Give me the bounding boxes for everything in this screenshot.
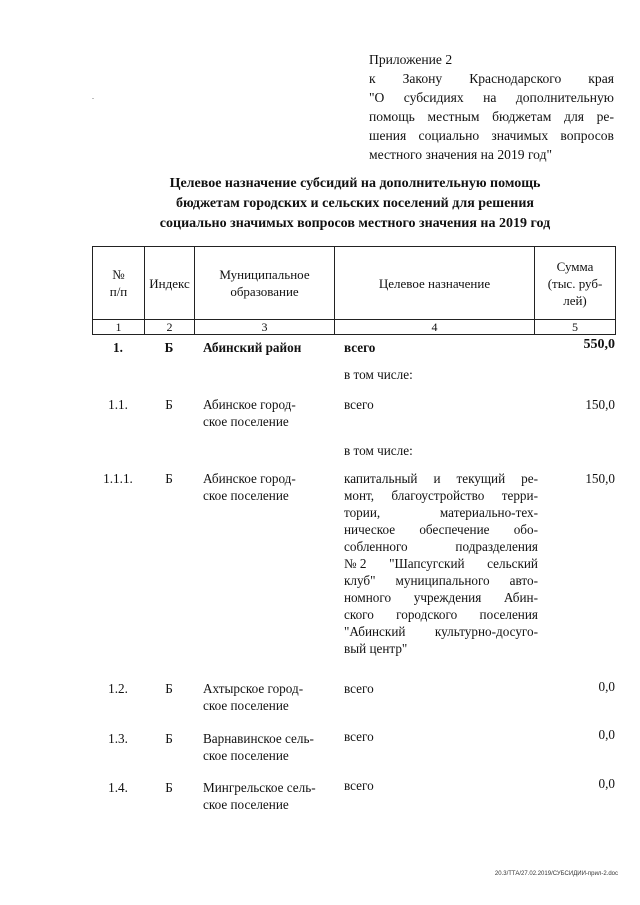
row-municipality: Абинское город- ское поселение bbox=[203, 397, 296, 429]
row-sum: 550,0 bbox=[583, 337, 615, 352]
row-num: 1.2. bbox=[108, 681, 128, 696]
row-purpose: всего bbox=[344, 397, 374, 412]
col-number: 1 bbox=[93, 320, 145, 335]
row-num: 1.4. bbox=[108, 780, 128, 795]
purpose-line: монт, благоустройство терри- bbox=[344, 488, 538, 503]
row-municipality: Варнавинское сель- ское поселение bbox=[203, 731, 314, 763]
col-number: 3 bbox=[195, 320, 335, 335]
row-index: Б bbox=[165, 471, 173, 486]
row-num: 1. bbox=[113, 340, 123, 355]
table-header bbox=[92, 246, 616, 335]
appendix-line: к Закону Краснодарского края bbox=[369, 71, 614, 86]
row-purpose-note: в том числе: bbox=[344, 367, 413, 382]
row-sum: 150,0 bbox=[585, 471, 615, 486]
header-municipality: Муниципальное образование bbox=[195, 247, 335, 320]
appendix-note bbox=[369, 50, 614, 164]
row-municipality: Ахтырское город- ское поселение bbox=[203, 681, 304, 713]
row-sum: 0,0 bbox=[598, 776, 615, 791]
document-title: Целевое назначение субсидий на дополнительную помощь бюджетам городских и сельских поселений для решения социально значимых вопросов местного значения на 2019 год bbox=[159, 176, 551, 231]
appendix-line: шения социально значимых вопросов bbox=[369, 128, 614, 143]
purpose-line: № 2 "Шапсугский сельский bbox=[344, 556, 538, 571]
row-sum: 150,0 bbox=[585, 397, 615, 412]
purpose-line: ского городского поселения bbox=[344, 607, 538, 622]
col-number: 4 bbox=[335, 320, 535, 335]
row-purpose: всего bbox=[344, 778, 374, 793]
purpose-line: тории, материально-тех- bbox=[344, 505, 538, 520]
file-path-footer: 20.3/ТТА/27.02.2019/СУБСИДИИ-прил-2.doc bbox=[494, 871, 618, 877]
header-sum: Сумма (тыс. руб- лей) bbox=[535, 247, 616, 320]
appendix-line: "О субсидиях на дополнительную bbox=[369, 90, 614, 105]
row-sum: 0,0 bbox=[598, 679, 615, 694]
purpose-line: клуб" муниципального авто- bbox=[344, 573, 538, 588]
row-num: 1.1.1. bbox=[103, 471, 133, 486]
row-index: Б bbox=[165, 397, 173, 412]
col-number: 5 bbox=[535, 320, 616, 335]
header-purpose: Целевое назначение bbox=[335, 247, 535, 320]
row-municipality: Мингрельское сель- ское поселение bbox=[203, 780, 316, 812]
purpose-line: "Абинский культурно-досуго- bbox=[344, 624, 538, 639]
row-purpose: всего bbox=[344, 729, 374, 744]
row-purpose-note: в том числе: bbox=[344, 443, 413, 458]
purpose-line: ническое обеспечение обо- bbox=[344, 522, 538, 537]
row-municipality: Абинское город- ское поселение bbox=[203, 471, 296, 503]
appendix-line: помощь местным бюджетам для ре- bbox=[369, 109, 614, 124]
row-purpose: всего bbox=[344, 681, 374, 696]
appendix-line: Приложение 2 bbox=[369, 52, 453, 67]
col-number: 2 bbox=[145, 320, 195, 335]
row-sum: 0,0 bbox=[598, 727, 615, 742]
header-num: № п/п bbox=[93, 247, 145, 320]
header-index: Индекс bbox=[145, 247, 195, 320]
row-index: Б bbox=[165, 780, 173, 795]
stray-mark: . bbox=[92, 92, 94, 101]
row-purpose: всего bbox=[344, 340, 376, 355]
row-index: Б bbox=[165, 731, 173, 746]
row-index: Б bbox=[165, 681, 173, 696]
purpose-line: номного учреждения Абин- bbox=[344, 590, 538, 605]
appendix-line: местного значения на 2019 год" bbox=[369, 147, 553, 162]
row-num: 1.3. bbox=[108, 731, 128, 746]
purpose-line: вый центр" bbox=[344, 641, 408, 656]
row-municipality: Абинский район bbox=[203, 340, 302, 355]
purpose-line: собленного подразделения bbox=[344, 539, 538, 554]
row-num: 1.1. bbox=[108, 397, 128, 412]
row-index: Б bbox=[164, 340, 174, 355]
row-purpose bbox=[344, 470, 538, 657]
purpose-line: капитальный и текущий ре- bbox=[344, 471, 538, 486]
